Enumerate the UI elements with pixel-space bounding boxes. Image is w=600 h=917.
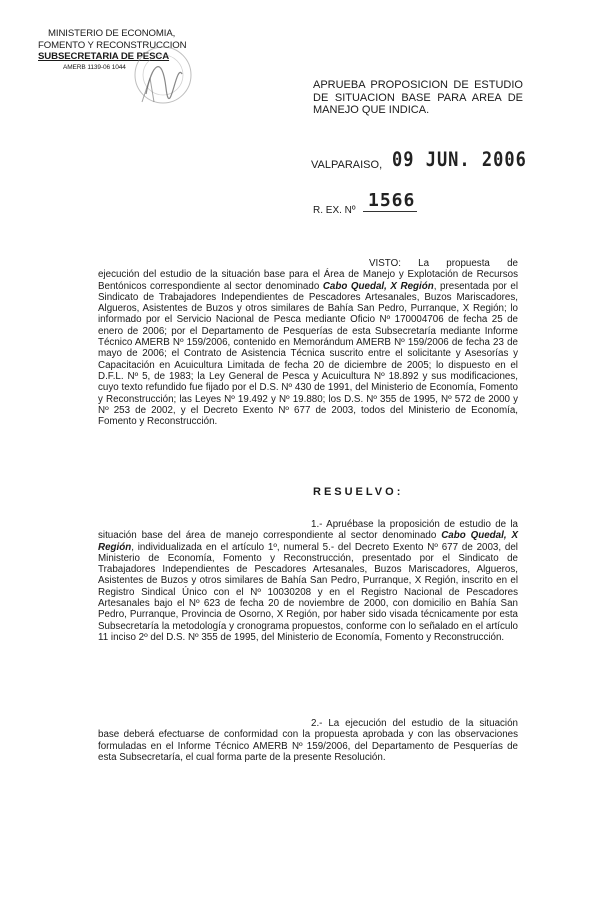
place-label: VALPARAISO, [311,159,383,171]
ministry-line-2: FOMENTO Y RECONSTRUCCION [38,39,187,51]
resolution-number-stamp: 1566 [368,190,416,211]
official-seal-stamp [132,44,194,106]
date-stamp: 09 JUN. 2006 [392,148,527,172]
resolution-title: APRUEBA PROPOSICION DE ESTUDIO DE SITUACION BASE PARA AREA DE MANEJO QUE INDICA. [313,79,523,116]
resuelvo-heading: RESUELVO: [313,486,404,498]
article-1-text-1: 1.- Apruébase la proposición de estudio de la situación base del área de manejo correspondiente al sector denominado [98,519,518,542]
article-1-text-2: , individualizada en el artículo 1º, numeral 5.- del Decreto Exento Nº 677 de 2003, del Ministerio de Economía, Fomento y Reconstrucción, presentado por el Sindicato de Trabajadores Independientes de Pescadores Artesanales, Buzos Mariscadores, Algueros, Asistentes de Buzos y otros similares de Bahía San Pedro, Purranque, X Región, inscrito en el Registro Sindical Único con el Nº 10030208 y en el Registro Nacional de Pescadores Artesanales bajo el Nº 623 de fecha 20 de noviembre de 2000, con domicilio en Bahía San Pedro, Purranque, Provincia de Osorno, X Región, por haber sido visada técnicamente por esta Subsecretaría la metodología y cronograma propuestos, conforme con lo señalado en el artículo 11 inciso 2º del D.S. Nº 355 de 1995, del Ministerio de Economía, Fomento y Reconstrucción. [98,541,518,643]
visto-text-2: , presentada por el Sindicato de Trabajadores Independientes de Pescadores Artesanales, Buzos Mariscadores, Algueros, Asistentes de Buzos y otros similares de Bahía San Pedro, Purranque, X Región; lo informado por el Servicio Nacional de Pesca mediante Oficio Nº 170004706 de fecha 25 de enero de 2006; por el Departamento de Pesquerías de esta Subsecretaría mediante Informe Técnico AMERB Nº 159/2006, contenido en Memorándum AMERB Nº 159/2006 de fecha 23 de mayo de 2006; el Contrato de Asistencia Técnica suscrito entre el solicitante y Asesorías y Capacitación en Acuicultura Limitada de fecha 20 de diciembre de 2005; lo dispuesto en el D.F.L. Nº 5, de 1983; la Ley General de Pesca y Acuicultura Nº 18.892 y sus modificaciones, cuyo texto refundido fue fijado por el D.S. Nº 430 de 1991, del Ministerio de Economía, Fomento y Reconstrucción; las Leyes Nº 19.492 y Nº 19.880; los D.S. Nº 355 de 1995, Nº 572 de 2000 y Nº 253 de 2002, y el Decreto Exento Nº 677 de 2003, todos del Ministerio de Economía, Fomento y Reconstrucción. [98,280,518,428]
resolution-number-label: R. EX. Nº [313,205,356,216]
reference-code: AMERB 1139-06 1044 [63,63,126,71]
article-1-sector-name: Cabo Quedal, X Región [98,530,518,553]
resolution-number-underline [363,211,417,212]
visto-paragraph [98,258,518,427]
ministry-line: MINISTERIO DE ECONOMIA, [48,28,176,39]
visto-sector-name: Cabo Quedal, X Región [322,280,434,292]
resolution-article-1 [98,519,518,643]
subsecretariat-line: SUBSECRETARIA DE PESCA [38,51,170,62]
resolution-article-2: 2.- La ejecución del estudio de la situación base deberá efectuarse de conformidad con la propuesta aprobada y con las observaciones formuladas en el Informe Técnico AMERB Nº 159/2006, del Departamento de Pesquerías de esta Subsecretaría, el cual forma parte de la presente Resolución. [98,718,518,763]
visto-text-1: VISTO: La propuesta de ejecución del estudio de la situación base para el Área de Manejo y Explotación de Recursos Bentónicos correspondiente al sector denominado [98,258,518,292]
